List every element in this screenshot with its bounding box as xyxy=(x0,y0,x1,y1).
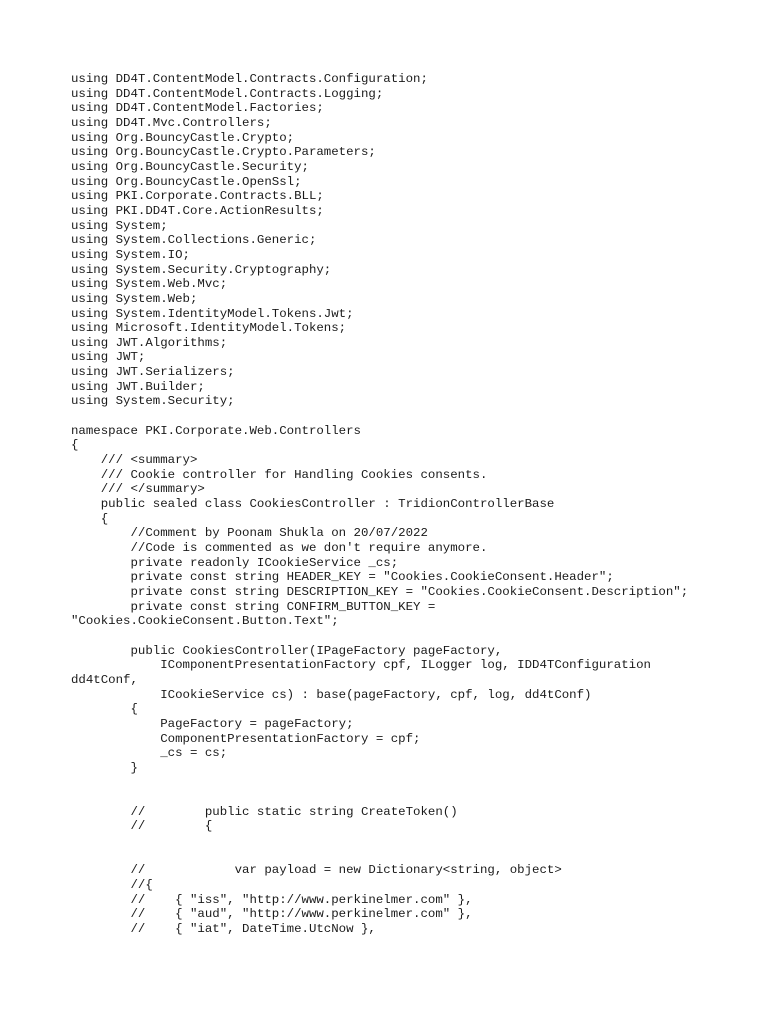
code-line: using PKI.DD4T.Core.ActionResults; xyxy=(71,203,324,218)
code-line: // { xyxy=(71,819,213,834)
code-line: "Cookies.CookieConsent.Button.Text"; xyxy=(71,614,339,629)
code-line: //{ xyxy=(71,878,153,893)
code-line: using DD4T.Mvc.Controllers; xyxy=(71,115,272,130)
code-line: _cs = cs; xyxy=(71,746,228,761)
code-line: public CookiesController(IPageFactory pageFactory, xyxy=(71,643,503,658)
code-line: { xyxy=(71,511,109,526)
code-line: using Org.BouncyCastle.Crypto.Parameters; xyxy=(71,145,376,160)
code-line: using System; xyxy=(71,218,168,233)
code-line: { xyxy=(71,438,79,453)
code-line: using System.Web; xyxy=(71,291,198,306)
code-line: using System.Security.Cryptography; xyxy=(71,262,332,277)
code-line: private const string HEADER_KEY = "Cookies.CookieConsent.Header"; xyxy=(71,570,614,585)
code-line: using PKI.Corporate.Contracts.BLL; xyxy=(71,189,324,204)
code-line: public sealed class CookiesController : TridionControllerBase xyxy=(71,497,555,512)
code-line: using Microsoft.IdentityModel.Tokens; xyxy=(71,321,347,336)
code-line: ICookieService cs) : base(pageFactory, cpf, log, dd4tConf) xyxy=(71,687,592,702)
code-line: using System.Collections.Generic; xyxy=(71,233,317,248)
code-line: dd4tConf, xyxy=(71,672,138,687)
code-line: // { "iss", "http://www.perkinelmer.com" }, xyxy=(71,892,473,907)
code-line: private const string DESCRIPTION_KEY = "Cookies.CookieConsent.Description"; xyxy=(71,584,689,599)
code-line: using JWT.Algorithms; xyxy=(71,335,228,350)
code-line: /// <summary> xyxy=(71,453,198,468)
code-line xyxy=(71,790,731,805)
code-line: using DD4T.ContentModel.Contracts.Logging; xyxy=(71,86,384,101)
code-line: //Comment by Poonam Shukla on 20/07/2022 xyxy=(71,526,428,541)
code-line: PageFactory = pageFactory; xyxy=(71,716,354,731)
code-line: IComponentPresentationFactory cpf, ILogger log, IDD4TConfiguration xyxy=(71,658,651,673)
code-line xyxy=(71,849,731,864)
code-line: using Org.BouncyCastle.Security; xyxy=(71,159,309,174)
code-line: // { "aud", "http://www.perkinelmer.com" }, xyxy=(71,907,473,922)
code-line: using JWT; xyxy=(71,350,146,365)
code-line: using JWT.Builder; xyxy=(71,379,205,394)
code-line: // var payload = new Dictionary<string, object> xyxy=(71,863,562,878)
code-line: /// </summary> xyxy=(71,482,205,497)
code-line: namespace PKI.Corporate.Web.Controllers xyxy=(71,423,361,438)
code-line: { xyxy=(71,702,138,717)
code-line: //Code is commented as we don't require anymore. xyxy=(71,541,488,555)
code-listing xyxy=(71,72,731,937)
code-line xyxy=(71,629,731,644)
code-line: private readonly ICookieService _cs; xyxy=(71,555,399,570)
code-line: using System.Security; xyxy=(71,394,235,409)
code-line: // { "iat", DateTime.UtcNow }, xyxy=(71,922,376,937)
code-line: using Org.BouncyCastle.OpenSsl; xyxy=(71,174,302,189)
code-line: ComponentPresentationFactory = cpf; xyxy=(71,731,421,746)
code-line: } xyxy=(71,760,138,775)
code-line: using DD4T.ContentModel.Contracts.Configuration; xyxy=(71,72,428,86)
code-line: using JWT.Serializers; xyxy=(71,365,235,380)
code-line: using Org.BouncyCastle.Crypto; xyxy=(71,130,295,145)
code-line xyxy=(71,834,731,849)
code-line xyxy=(71,776,731,791)
code-line: using System.IO; xyxy=(71,247,190,262)
code-line: private const string CONFIRM_BUTTON_KEY = xyxy=(71,599,436,614)
code-line: using DD4T.ContentModel.Factories; xyxy=(71,101,324,116)
code-line: using System.Web.Mvc; xyxy=(71,277,228,292)
code-line: /// Cookie controller for Handling Cookies consents. xyxy=(71,467,488,482)
code-line: // public static string CreateToken() xyxy=(71,804,458,819)
code-line xyxy=(71,409,731,424)
code-line: using System.IdentityModel.Tokens.Jwt; xyxy=(71,306,354,321)
